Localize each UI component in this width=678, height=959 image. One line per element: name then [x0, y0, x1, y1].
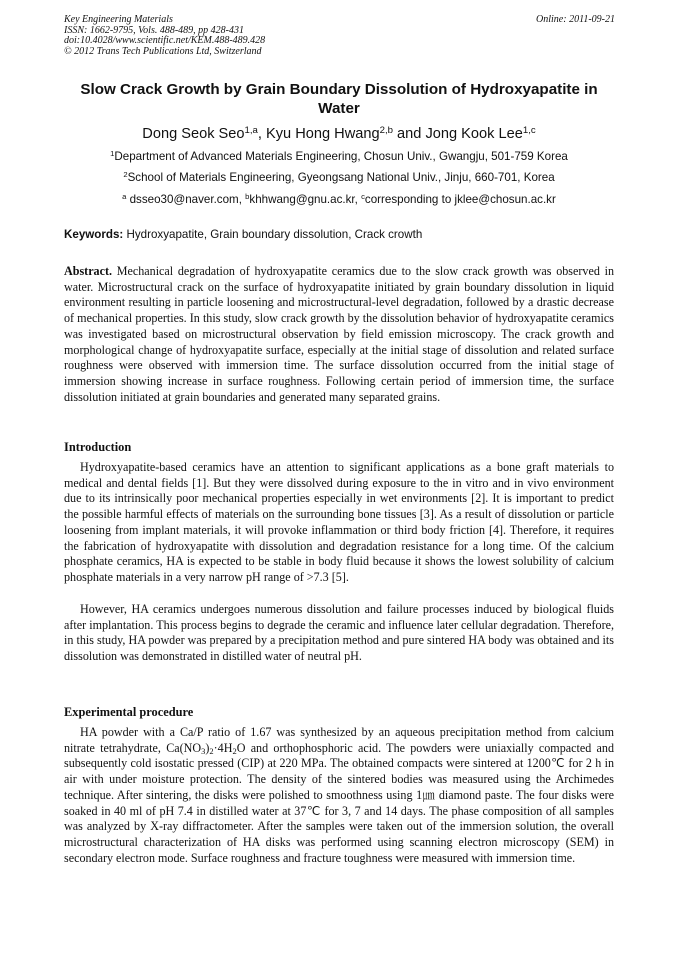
- affiliation-1: [40, 150, 638, 164]
- email-superscript: a: [122, 192, 127, 202]
- email-text: corresponding to jklee@chosun.ac.kr: [364, 193, 556, 206]
- introduction-paragraph-1: Hydroxyapatite-based ceramics have an attention to significant applications as a bone graft materials to medical and dental fields [1]. But they were dissolved during exposure to the in vitro and in vivo environment due to its intrinsically poor mechanical properties especially in wet environments [2]. It is important to predict the possible harmful effects of materials on the surrounding bone tissues [3]. As a result of dissolution or particle loosening from implant materials, it will provoke inflammation or third body friction [4]. Therefore, it requires the fabrication of hydroxyapatite with dissolution and degradation resistance for a long time. Of the calcium phosphate ceramics, HA is expected to be stable in body fluid because it shows the lowest solubility of calcium phosphate materials in a very narrow pH range of >7.3 [5].: [64, 460, 614, 584]
- email-line: [40, 193, 638, 207]
- abstract-text: Mechanical degradation of hydroxyapatite ceramics due to the slow crack growth was observed in water. Microstructural crack on the surface of hydroxyapatite initiated by grain boundary dissolution in liquid environment resulting in particle loosening and microstructural-level degradation, followed by a drastic decrease of mechanical properties. In this study, slow crack growth by the dissolution behavior of hydroxyapatite ceramics was investigated based on microstructural observation by field emission microscopy. The crack growth and morphological change of hydroxyapatite surface, especially at the initial stage of dissolution and related surface roughness were observed with immersion time. The surface dissolution occurred from the initial stage of immersion showing increase in surface roughness. Following certain period of immersion time, the surface dissolution initiated at grain boundaries and generated many separated grains.: [64, 264, 614, 404]
- author-superscript: 1,c: [522, 125, 536, 137]
- affiliation-2: [40, 171, 638, 185]
- subscript: 2: [232, 745, 237, 756]
- email-text: dsseo30@naver.com,: [126, 193, 246, 206]
- introduction-heading: Introduction: [64, 440, 132, 454]
- experimental-heading: Experimental procedure: [64, 705, 194, 719]
- experimental-text: HA powder with a Ca/P ratio of 1.67 was synthesized by an aqueous precipitation method from calcium nitrate tetrahydrate, Ca(NO: [64, 725, 614, 755]
- author-superscript: 1,a: [244, 125, 258, 137]
- affiliation-text: Department of Advanced Materials Engineering, Chosun Univ., Gwangju, 501-759 Korea: [114, 150, 568, 163]
- experimental-paragraph: [64, 725, 614, 866]
- author-name: Kyu Hong Hwang: [266, 126, 380, 142]
- experimental-text: ): [205, 740, 210, 755]
- experimental-text: O and orthophosphoric acid. The powders were uniaxially compacted and subsequently cold isostatic pressed (CIP) at 220 MPa. The obtained compacts were sintered at 1200℃ for 2 h in air with under moisture protection. The density of the sintered bodies was measured using the Archimedes technique. After sintering, the disks were polished to smoothness using 1㎛ diamond paste. The four disks were soaked in 40 ml of pH 7.4 in distilled water at 37℃ for 3, 7 and 14 days. The phase composition of all samples was analyzed by X-ray diffractometer. After the samples were taken out of the immersion solution, the overall microstructural characterization of HA disks was performed using scanning electron microscopy (SEM) in secondary electron mode. Surface roughness and fracture toughness were measured with immersion time.: [64, 740, 615, 865]
- journal-name: Key Engineering Materials: [64, 14, 173, 25]
- journal-header: [64, 15, 615, 57]
- experimental-text: ·4H: [213, 740, 233, 755]
- keywords-label: Keywords:: [64, 228, 124, 241]
- abstract: [64, 264, 614, 405]
- abstract-label: Abstract.: [64, 264, 113, 278]
- affiliation-superscript: 2: [123, 170, 128, 180]
- issn-line: ISSN: 1662-9795, Vols. 488-489, pp 428-431: [64, 24, 244, 36]
- author-separator: and: [393, 126, 426, 142]
- online-date: Online: 2011-09-21: [536, 14, 615, 25]
- author-superscript: 2,b: [379, 125, 393, 137]
- affiliation-text: School of Materials Engineering, Gyeongsang National Univ., Jinju, 660-701, Korea: [127, 171, 555, 184]
- doi-line: doi:10.4028/www.scientific.net/KEM.488-489.428: [64, 35, 266, 47]
- keywords-text: Hydroxyapatite, Grain boundary dissolution, Crack crowth: [123, 228, 423, 241]
- author-name: Jong Kook Lee: [425, 126, 523, 142]
- subscript: 2: [209, 745, 214, 756]
- affiliation-superscript: 1: [110, 149, 115, 159]
- email-text: khhwang@gnu.ac.kr,: [249, 193, 362, 206]
- author-list: [40, 125, 638, 143]
- introduction-paragraph-2: However, HA ceramics undergoes numerous dissolution and failure processes induced by biological fluids after implantation. This process begins to degrade the ceramic and influence later cellular degradation. Therefore, in this study, HA powder was prepared by a precipitation method and pure sintered HA body was obtained and its dissolution was demonstrated in distilled water of neutral pH.: [64, 602, 614, 664]
- subscript: 3: [201, 745, 206, 756]
- keywords: [64, 228, 624, 242]
- author-separator: ,: [257, 126, 267, 142]
- email-superscript: b: [245, 192, 250, 202]
- paper-title: Slow Crack Growth by Grain Boundary Dissolution of Hydroxyapatite in Water: [80, 81, 598, 117]
- email-superscript: c: [361, 192, 365, 202]
- author-name: Dong Seok Seo: [142, 126, 245, 142]
- copyright-line: © 2012 Trans Tech Publications Ltd, Switzerland: [64, 45, 262, 57]
